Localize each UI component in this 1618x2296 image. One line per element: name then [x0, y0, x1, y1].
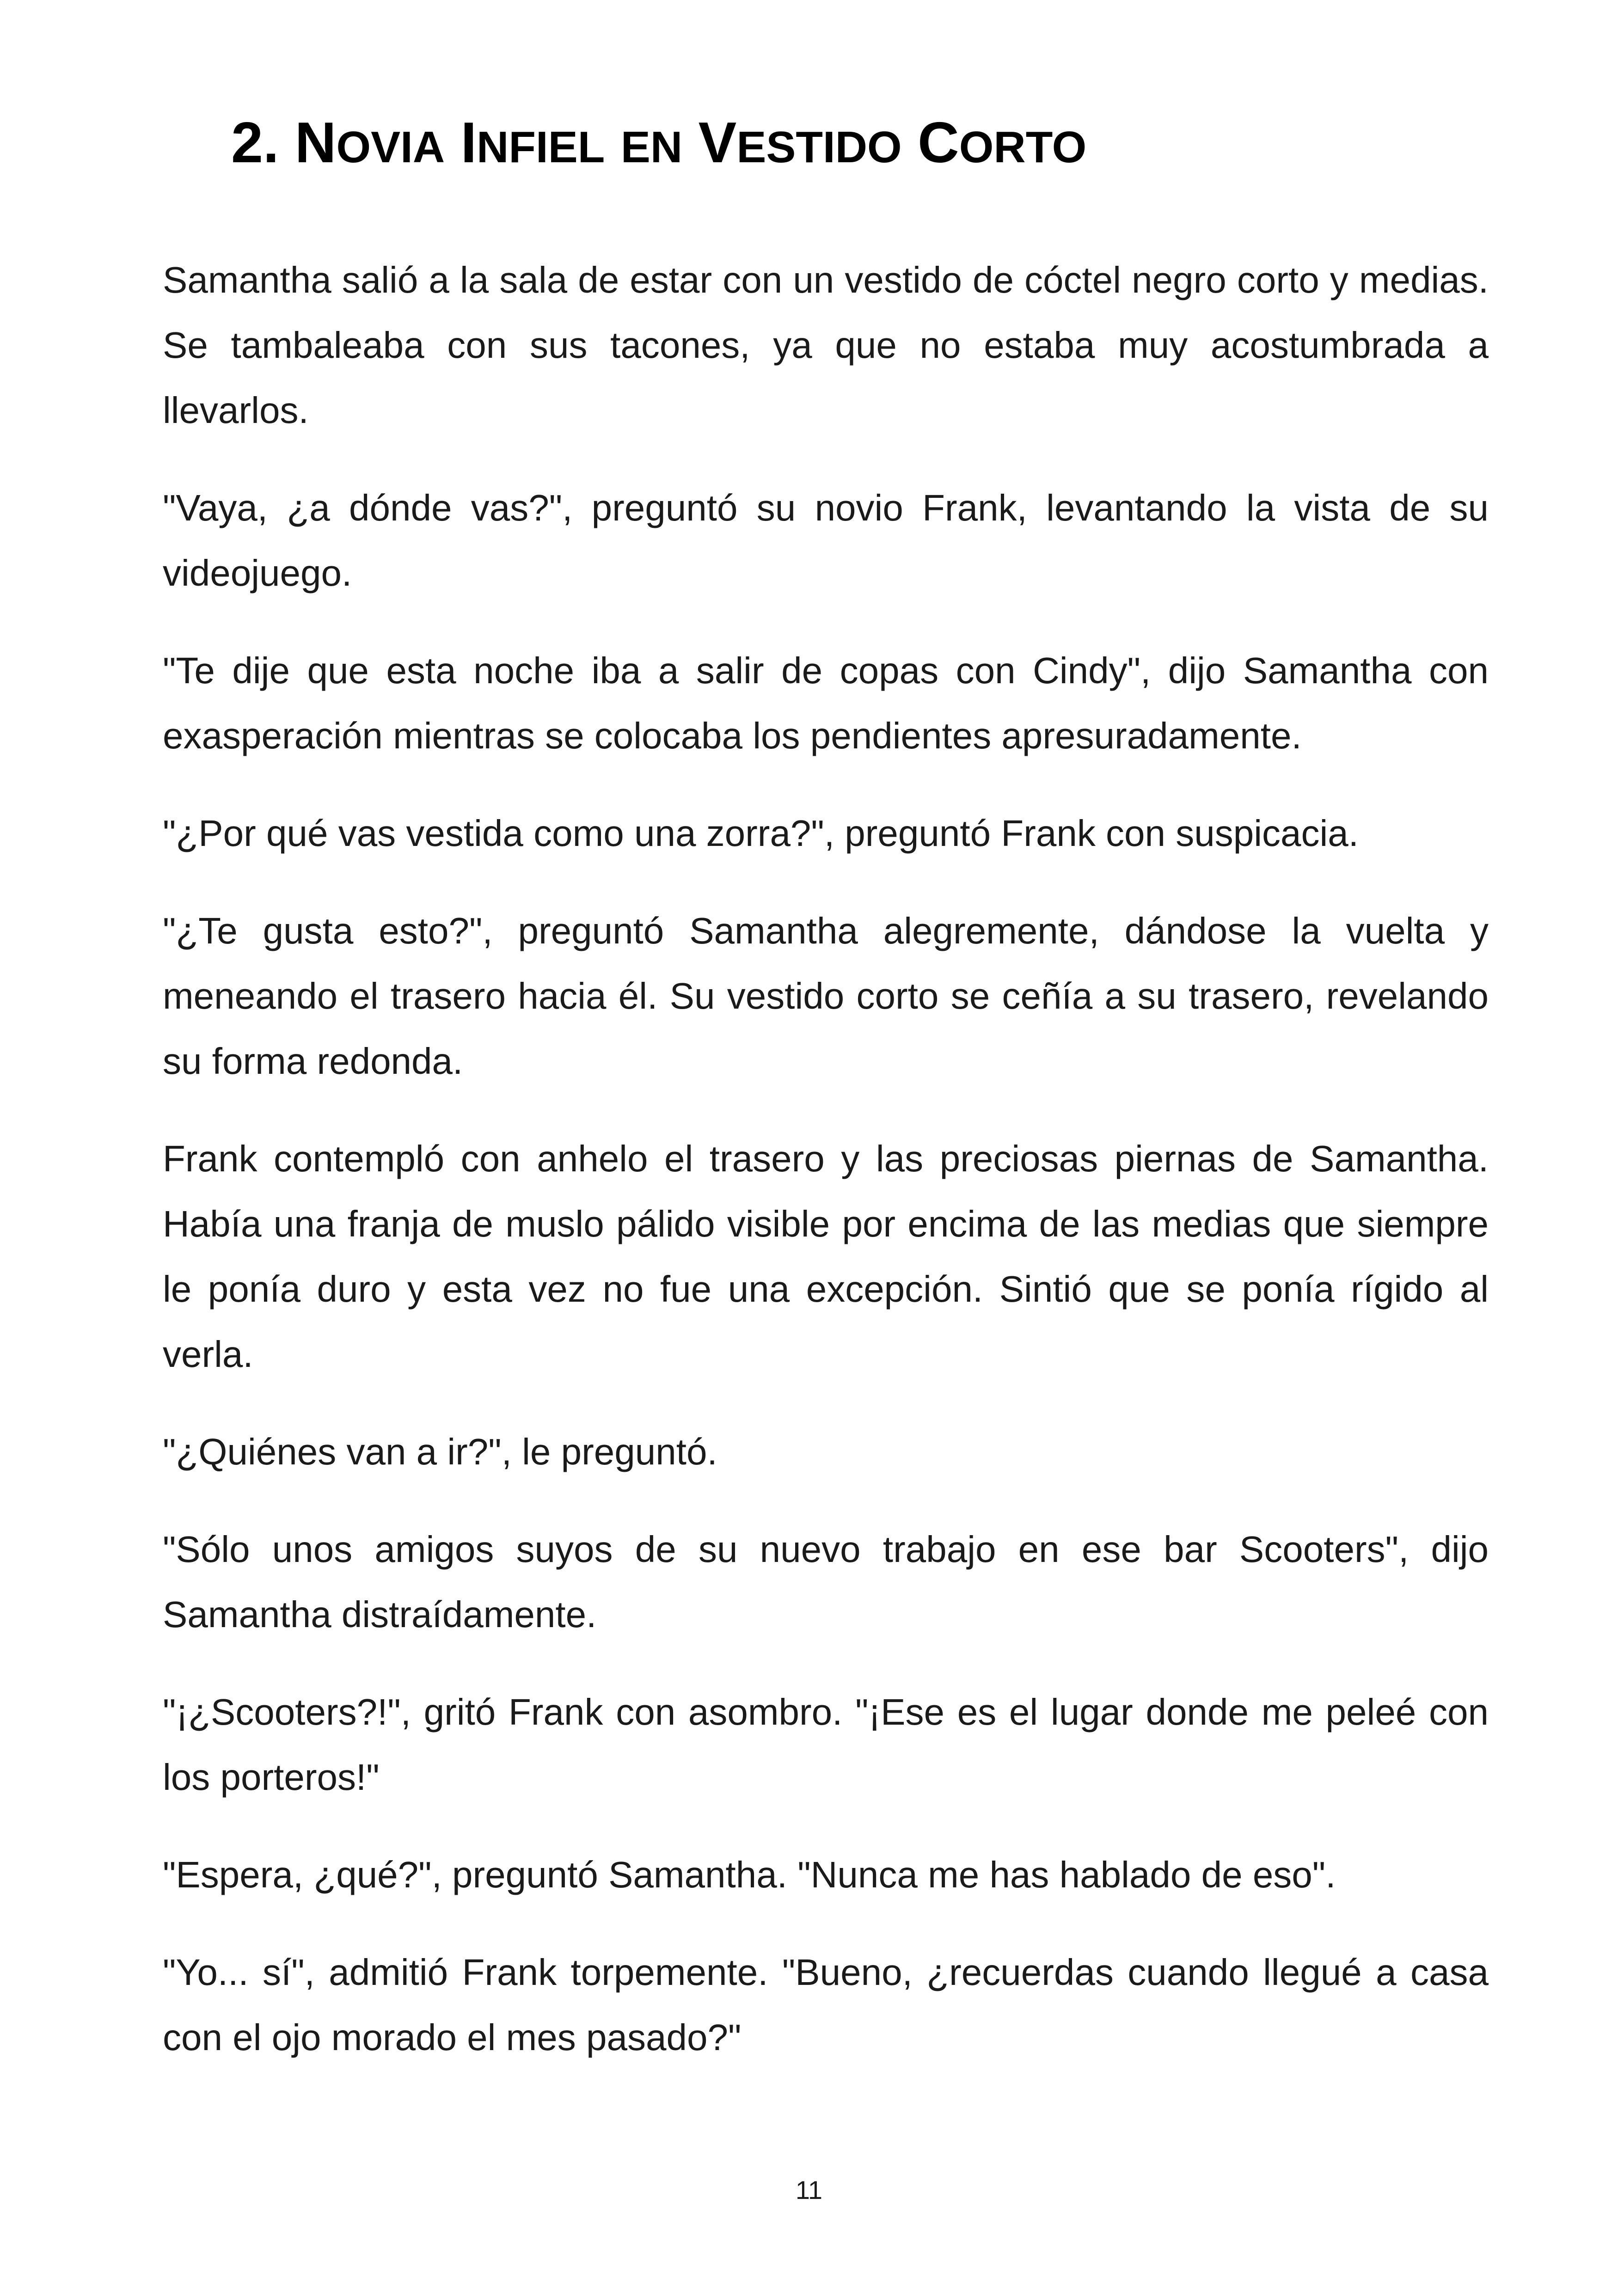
paragraph: "Espera, ¿qué?", preguntó Samantha. "Nunca me has hablado de eso". [163, 1854, 1336, 1895]
paragraph: Frank contempló con anhelo el trasero y las preciosas piernas de Samantha. Había una franja de muslo pálido visible por encima de las medias que siempre le ponía duro y esta vez no fue una excepción. Sintió que se ponía rígido al verla. [163, 1138, 1489, 1375]
paragraph: "Vaya, ¿a dónde vas?", preguntó su novio Frank, levantando la vista de su videojuego. [163, 487, 1489, 594]
chapter-title [231, 109, 1086, 178]
paragraph: "¿Te gusta esto?", preguntó Samantha alegremente, dándose la vuelta y meneando el trasero hacia él. Su vestido corto se ceñía a su trasero, revelando su forma redonda. [163, 910, 1489, 1082]
paragraph: Samantha salió a la sala de estar con un vestido de cóctel negro corto y medias. Se tambaleaba con sus tacones, ya que no estaba muy acostumbrada a llevarlos. [163, 259, 1489, 431]
chapter-number: 2. [231, 111, 279, 175]
body-text [163, 247, 1489, 2102]
paragraph: "¿Por qué vas vestida como una zorra?", preguntó Frank con suspicacia. [163, 813, 1359, 854]
chapter-title-word: INFIEL [460, 111, 605, 175]
chapter-title-word: VESTIDO [698, 111, 902, 175]
paragraph: "Sólo unos amigos suyos de su nuevo trabajo en ese bar Scooters", dijo Samantha distraídamente. [163, 1529, 1489, 1635]
paragraph: "¿Quiénes van a ir?", le preguntó. [163, 1431, 717, 1472]
chapter-title-word: CORTO [918, 111, 1087, 175]
paragraph: "Te dije que esta noche iba a salir de copas con Cindy", dijo Samantha con exasperación mientras se colocaba los pendientes apresuradamente. [163, 650, 1489, 756]
page-number: 11 [795, 2175, 823, 2204]
paragraph: "Yo... sí", admitió Frank torpemente. "Bueno, ¿recuerdas cuando llegué a casa con el ojo morado el mes pasado?" [163, 1952, 1489, 2058]
chapter-title-word: NOVIA [294, 111, 445, 175]
paragraph: "¡¿Scooters?!", gritó Frank con asombro. "¡Ese es el lugar donde me peleé con los porteros!" [163, 1691, 1489, 1798]
chapter-title-word: EN [620, 122, 683, 172]
